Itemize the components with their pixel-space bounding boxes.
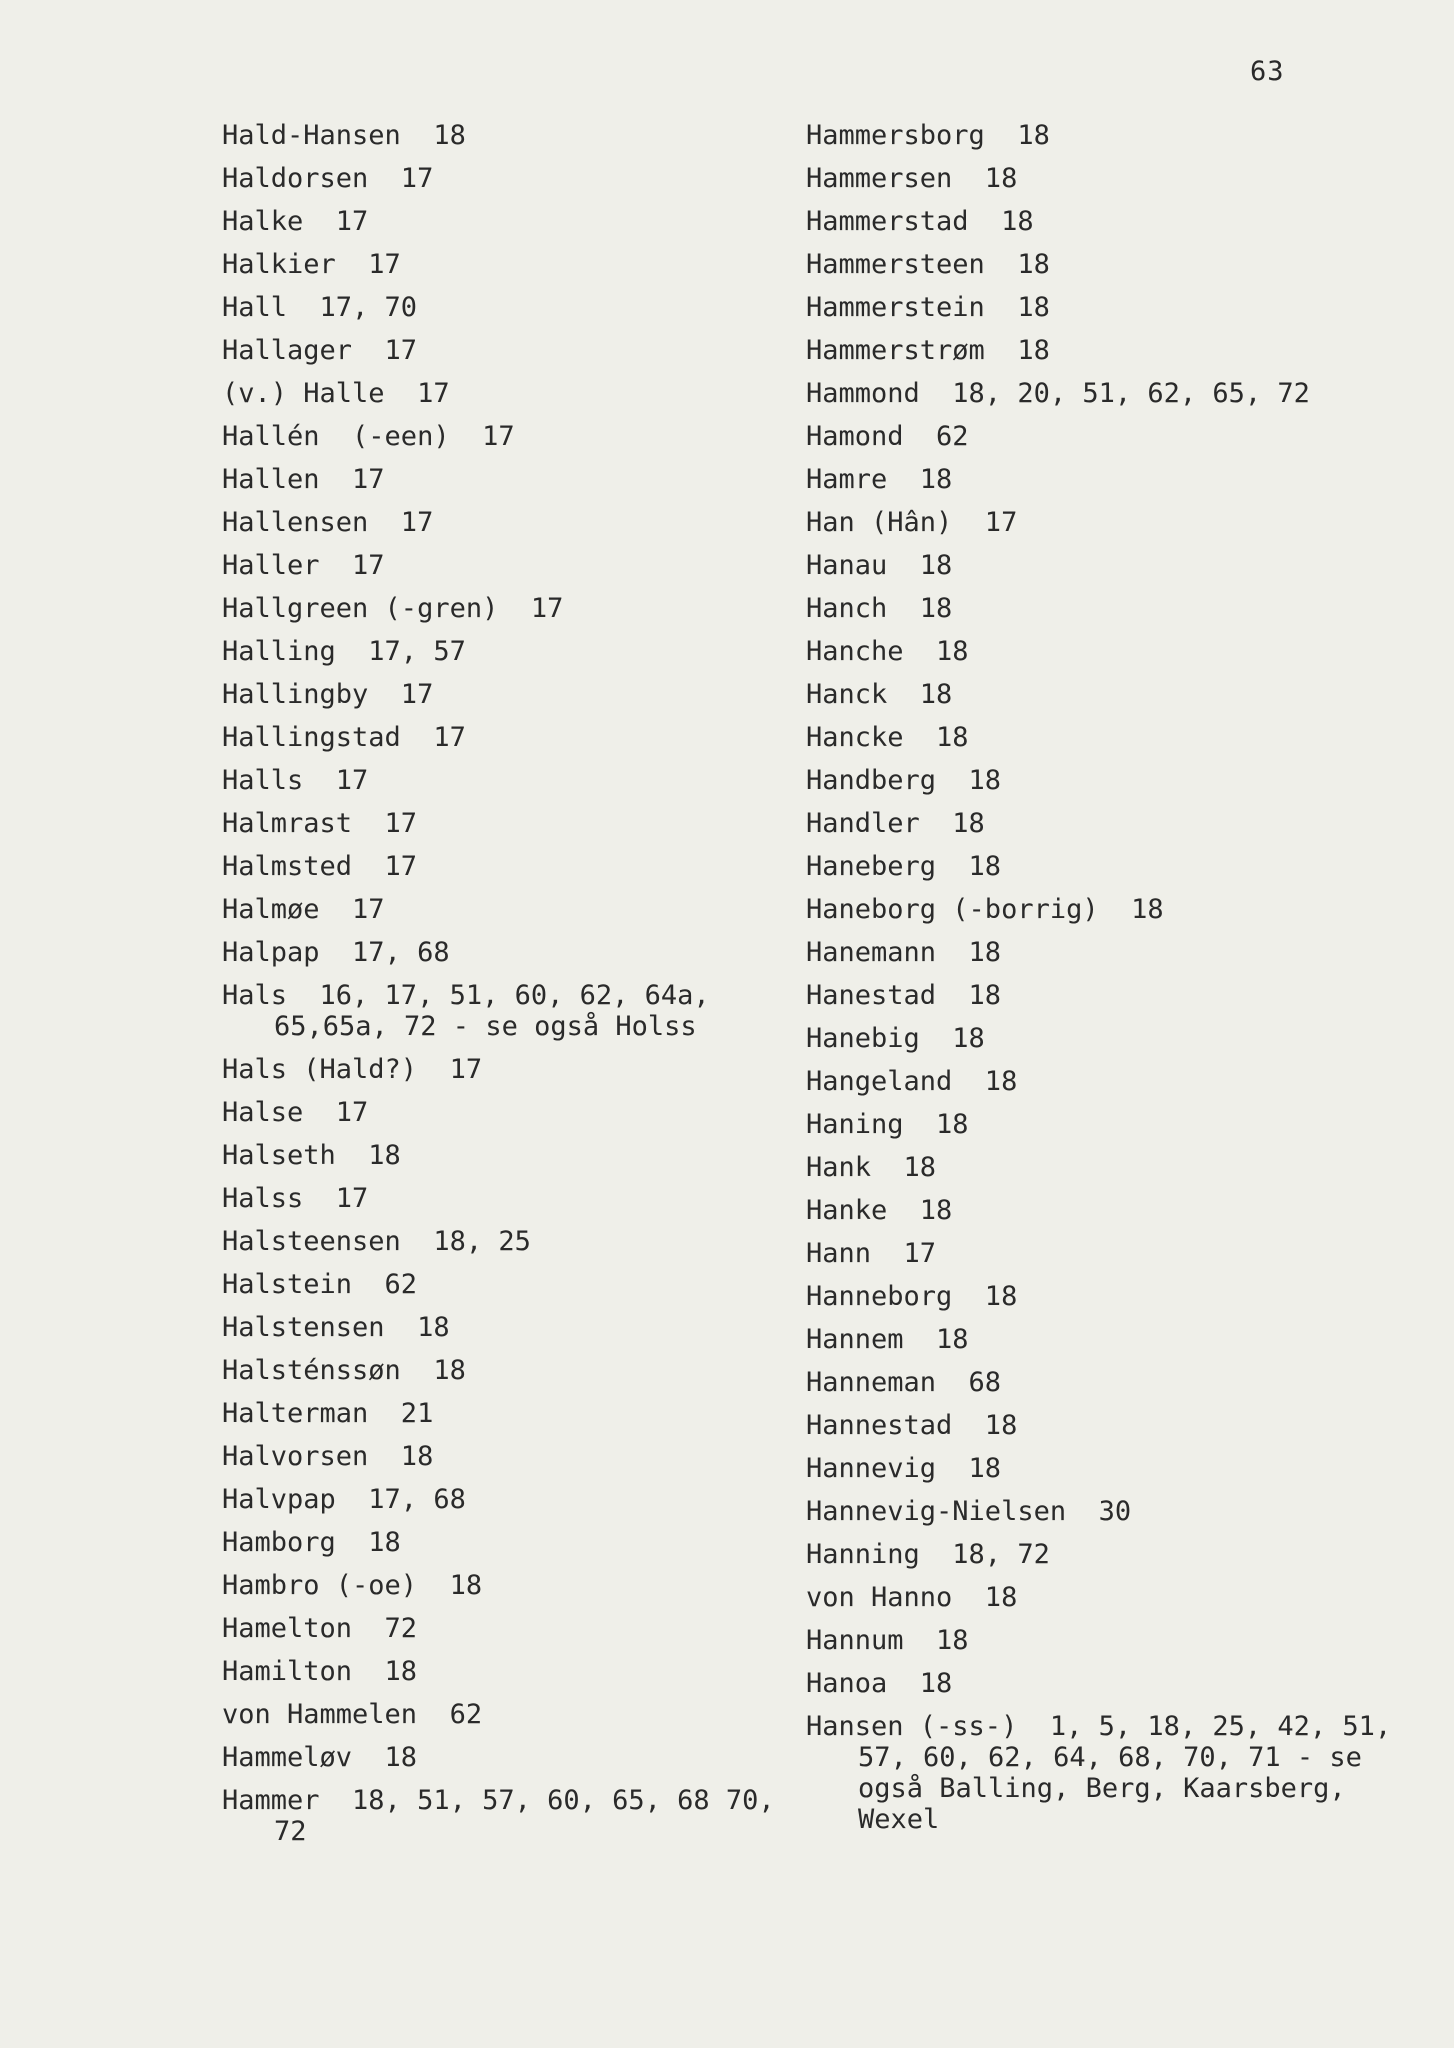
index-entry: Halmrast 17 [222, 808, 418, 839]
index-entry: Hallen 17 [222, 464, 385, 495]
index-entry: Hammersteen 18 [806, 249, 1050, 280]
index-entry: von Hammelen 62 [222, 1699, 483, 1730]
index-entry: Haning 18 [806, 1109, 969, 1140]
index-entry: Hals (Hald?) 17 [222, 1054, 483, 1085]
index-entry: Hallingstad 17 [222, 722, 466, 753]
index-entry: Hanau 18 [806, 550, 953, 581]
index-entry: Halse 17 [222, 1097, 369, 1128]
index-entry: Hallensen 17 [222, 507, 434, 538]
index-entry: Halmøe 17 [222, 894, 385, 925]
index-entry: Hammerstad 18 [806, 206, 1034, 237]
index-entry: Hansen (-ss-) 1, 5, 18, 25, 42, 51, 57, 60, 62, 64, 68, 70, 71 - se også Balling, Berg, Kaarsberg, Wexel [806, 1711, 1408, 1835]
index-entry: Hallgreen (-gren) 17 [222, 593, 564, 624]
index-entry: Hamilton 18 [222, 1656, 418, 1687]
index-entry: Hammersen 18 [806, 163, 1018, 194]
index-entry: von Hanno 18 [806, 1582, 1018, 1613]
index-entry: Hambro (-oe) 18 [222, 1570, 483, 1601]
index-entry: Haldorsen 17 [222, 163, 434, 194]
index-entry: Halterman 21 [222, 1398, 434, 1429]
index-entry: Halpap 17, 68 [222, 937, 450, 968]
page-number: 63 [1250, 56, 1285, 87]
index-entry: Halls 17 [222, 765, 369, 796]
index-entry: Hallingby 17 [222, 679, 434, 710]
index-entry: Hanoa 18 [806, 1668, 953, 1699]
index-entry: Hammerstein 18 [806, 292, 1050, 323]
index-entry: Hallager 17 [222, 335, 418, 366]
index-entry: Hammer 18, 51, 57, 60, 65, 68 70, 72 [222, 1785, 791, 1847]
index-entry: Hangeland 18 [806, 1066, 1018, 1097]
index-entry: Hall 17, 70 [222, 292, 418, 323]
index-entry: Hamre 18 [806, 464, 953, 495]
index-entry: Hannevig 18 [806, 1453, 1002, 1484]
index-entry: Hannem 18 [806, 1324, 969, 1355]
index-entry: Hanestad 18 [806, 980, 1002, 1011]
index-entry: Halke 17 [222, 206, 369, 237]
index-entry: Hamborg 18 [222, 1527, 401, 1558]
index-entry: Hammersborg 18 [806, 120, 1050, 151]
index-entry: Halvpap 17, 68 [222, 1484, 466, 1515]
index-entry: Halstensen 18 [222, 1312, 450, 1343]
index-entry: Hanck 18 [806, 679, 953, 710]
index-entry: Hammond 18, 20, 51, 62, 65, 72 [806, 378, 1310, 409]
index-entry: Hanebig 18 [806, 1023, 985, 1054]
index-entry: Hamond 62 [806, 421, 969, 452]
index-entry: Halstein 62 [222, 1269, 418, 1300]
index-entry: Hammerstrøm 18 [806, 335, 1050, 366]
index-entry: Hank 18 [806, 1152, 937, 1183]
index-entry: Halvorsen 18 [222, 1441, 434, 1472]
index-entry: Hals 16, 17, 51, 60, 62, 64a, 65,65a, 72 - se også Holss [222, 980, 726, 1042]
index-entry: Halmsted 17 [222, 851, 418, 882]
index-entry: Hannevig-Nielsen 30 [806, 1496, 1132, 1527]
index-entry: Handler 18 [806, 808, 985, 839]
index-entry: Hanneman 68 [806, 1367, 1002, 1398]
index-entry: Hanneborg 18 [806, 1281, 1018, 1312]
index-entry: Hammeløv 18 [222, 1742, 418, 1773]
index-entry: Hamelton 72 [222, 1613, 418, 1644]
index-entry: Haneberg 18 [806, 851, 1002, 882]
index-entry: Halsténssøn 18 [222, 1355, 466, 1386]
index-entry: Hanke 18 [806, 1195, 953, 1226]
index-entry: Haller 17 [222, 550, 385, 581]
index-entry: Hanche 18 [806, 636, 969, 667]
index-column-left [222, 120, 791, 1859]
index-entry: Hannestad 18 [806, 1410, 1018, 1441]
index-entry: Hallén (-een) 17 [222, 421, 515, 452]
index-entry: Hanemann 18 [806, 937, 1002, 968]
index-entry: Haneborg (-borrig) 18 [806, 894, 1164, 925]
index-entry: Halsteensen 18, 25 [222, 1226, 531, 1257]
index-entry: Halseth 18 [222, 1140, 401, 1171]
index-entry: Hancke 18 [806, 722, 969, 753]
index-entry: Halling 17, 57 [222, 636, 466, 667]
index-entry: Han (Hân) 17 [806, 507, 1018, 538]
index-entry: Hann 17 [806, 1238, 937, 1269]
index-entry: (v.) Halle 17 [222, 378, 450, 409]
index-column-right [806, 120, 1426, 1847]
index-entry: Hannum 18 [806, 1625, 969, 1656]
index-entry: Halkier 17 [222, 249, 401, 280]
index-entry: Hald-Hansen 18 [222, 120, 466, 151]
index-entry: Halss 17 [222, 1183, 369, 1214]
index-entry: Hanning 18, 72 [806, 1539, 1050, 1570]
index-entry: Hanch 18 [806, 593, 953, 624]
index-entry: Handberg 18 [806, 765, 1002, 796]
